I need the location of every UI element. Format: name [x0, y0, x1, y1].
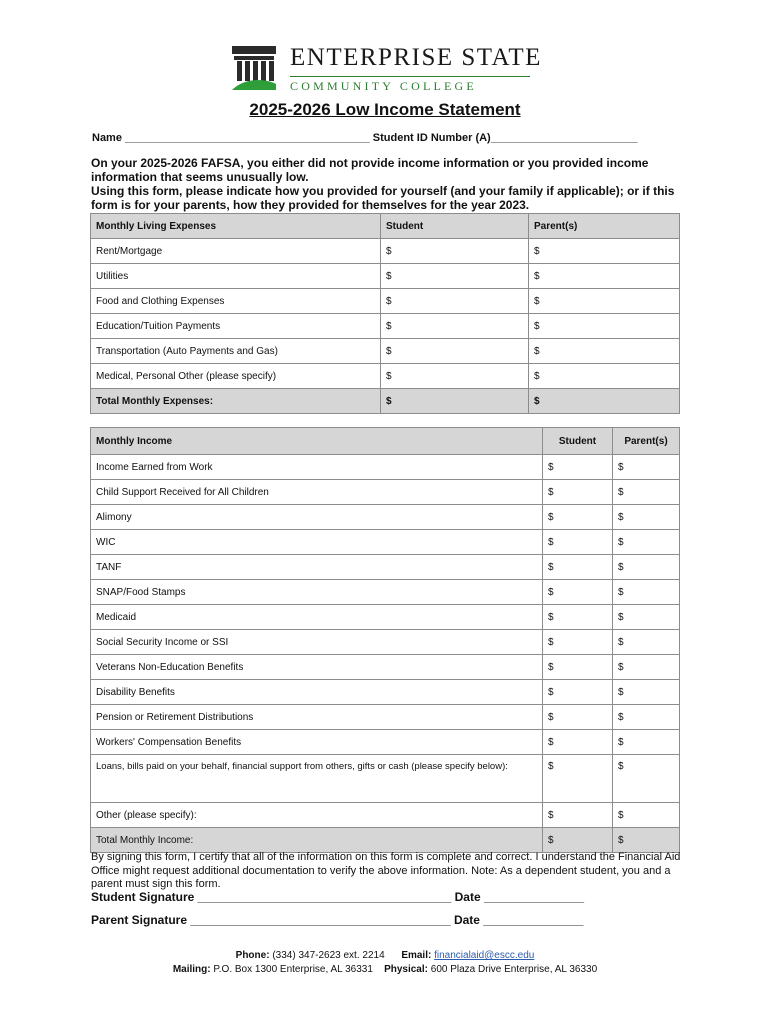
mailing-address: P.O. Box 1300 Enterprise, AL 36331 [213, 964, 373, 975]
parent-amount-field[interactable]: $ [613, 630, 680, 655]
instructions [91, 156, 691, 212]
row-label: Medical, Personal Other (please specify) [91, 364, 381, 389]
parent-total-field[interactable]: $ [529, 389, 680, 414]
logo-name: ENTERPRISE STATE [290, 44, 542, 71]
parent-amount-field[interactable]: $ [529, 339, 680, 364]
student-amount-field[interactable]: $ [543, 605, 613, 630]
parent-amount-field[interactable]: $ [613, 755, 680, 803]
parent-amount-field[interactable]: $ [529, 264, 680, 289]
parent-amount-field[interactable]: $ [613, 580, 680, 605]
student-amount-field[interactable]: $ [543, 455, 613, 480]
row-label: TANF [91, 555, 543, 580]
parent-amount-field[interactable]: $ [613, 730, 680, 755]
table-row [91, 239, 680, 264]
contact-line-1 [0, 950, 770, 961]
parent-amount-field[interactable]: $ [613, 505, 680, 530]
table-row [91, 580, 680, 605]
student-amount-field[interactable]: $ [543, 505, 613, 530]
student-amount-field[interactable]: $ [381, 264, 529, 289]
column-header: Parent(s) [613, 428, 680, 455]
parent-amount-field[interactable]: $ [613, 455, 680, 480]
table-row [91, 455, 680, 480]
row-label: Workers' Compensation Benefits [91, 730, 543, 755]
student-signature-line[interactable]: Student Signature ______________________________________ Date _______________ [91, 890, 585, 904]
table-row [91, 655, 680, 680]
college-building-icon [230, 44, 278, 90]
mailing-label: Mailing: [172, 964, 211, 975]
row-label: Food and Clothing Expenses [91, 289, 381, 314]
row-label: Income Earned from Work [91, 455, 543, 480]
phone-number: (334) 347-2623 ext. 2214 [272, 950, 385, 961]
table-row [91, 803, 680, 828]
expenses-table [90, 213, 680, 414]
total-label: Total Monthly Income: [91, 828, 543, 853]
row-label: Alimony [91, 505, 543, 530]
logo-divider [290, 76, 530, 77]
column-header: Student [381, 214, 529, 239]
student-amount-field[interactable]: $ [543, 655, 613, 680]
parent-amount-field[interactable]: $ [529, 239, 680, 264]
student-amount-field[interactable]: $ [543, 580, 613, 605]
parent-amount-field[interactable]: $ [529, 314, 680, 339]
instruction-line-1: On your 2025-2026 FAFSA, you either did not provide income information or you provided income information that seems unusually low. [91, 156, 649, 184]
student-amount-field[interactable]: $ [381, 314, 529, 339]
row-label: Rent/Mortgage [91, 239, 381, 264]
physical-label: Physical: [384, 964, 428, 975]
row-label: WIC [91, 530, 543, 555]
email-label: Email: [401, 950, 432, 961]
income-table [90, 427, 680, 853]
row-label: Disability Benefits [91, 680, 543, 705]
table-row [91, 530, 680, 555]
table-header-row [91, 428, 680, 455]
parent-amount-field[interactable]: $ [529, 364, 680, 389]
total-label: Total Monthly Expenses: [91, 389, 381, 414]
table-row [91, 605, 680, 630]
row-label: SNAP/Food Stamps [91, 580, 543, 605]
student-amount-field[interactable]: $ [543, 705, 613, 730]
table-row [91, 555, 680, 580]
student-amount-field[interactable]: $ [543, 803, 613, 828]
total-row [91, 389, 680, 414]
table-row [91, 630, 680, 655]
table-row [91, 264, 680, 289]
row-label: Pension or Retirement Distributions [91, 705, 543, 730]
row-label: Social Security Income or SSI [91, 630, 543, 655]
contact-line-2 [0, 964, 770, 975]
student-amount-field[interactable]: $ [543, 480, 613, 505]
certification-statement: By signing this form, I certify that all of the information on this form is complete and correct. I understand the Financial Aid Office might request additional documentation to verify the above information. Note: As a dependent student, you and a parent must sign this form. [91, 851, 681, 890]
table-row [91, 505, 680, 530]
email-link[interactable]: financialaid@escc.edu [434, 950, 535, 961]
student-amount-field[interactable]: $ [543, 755, 613, 803]
student-total-field[interactable]: $ [381, 389, 529, 414]
college-logo [230, 44, 540, 92]
student-amount-field[interactable]: $ [543, 555, 613, 580]
parent-amount-field[interactable]: $ [613, 480, 680, 505]
row-label: Child Support Received for All Children [91, 480, 543, 505]
parent-total-field[interactable]: $ [613, 828, 680, 853]
table-row [91, 705, 680, 730]
table-row [91, 755, 680, 803]
student-amount-field[interactable]: $ [543, 730, 613, 755]
row-label: Utilities [91, 264, 381, 289]
parent-amount-field[interactable]: $ [613, 605, 680, 630]
table-row [91, 314, 680, 339]
instruction-line-2: Using this form, please indicate how you provided for yourself (and your family if applicable); or if this form is for your parents, how they provided for themselves for the year 2023. [91, 184, 675, 212]
parent-amount-field[interactable]: $ [613, 680, 680, 705]
parent-amount-field[interactable]: $ [613, 803, 680, 828]
table-row [91, 680, 680, 705]
table-row [91, 339, 680, 364]
parent-amount-field[interactable]: $ [613, 655, 680, 680]
student-amount-field[interactable]: $ [381, 364, 529, 389]
student-amount-field[interactable]: $ [543, 630, 613, 655]
row-label: Other (please specify): [91, 803, 543, 828]
physical-address: 600 Plaza Drive Enterprise, AL 36330 [430, 964, 598, 975]
student-amount-field[interactable]: $ [381, 289, 529, 314]
logo-subtitle: COMMUNITY COLLEGE [290, 79, 477, 93]
parent-signature-line[interactable]: Parent Signature _______________________________________ Date _______________ [91, 913, 584, 927]
phone-label: Phone: [235, 950, 270, 961]
student-amount-field[interactable]: $ [543, 680, 613, 705]
row-label: Medicaid [91, 605, 543, 630]
student-amount-field[interactable]: $ [543, 530, 613, 555]
table-row [91, 289, 680, 314]
column-header: Student [543, 428, 613, 455]
total-row [91, 828, 680, 853]
row-label: Veterans Non-Education Benefits [91, 655, 543, 680]
table-row [91, 480, 680, 505]
name-and-id-fields[interactable]: Name ________________________________________ Student ID Number (A)________________________ [92, 132, 638, 144]
table-row [91, 364, 680, 389]
row-label: Loans, bills paid on your behalf, financial support from others, gifts or cash (please specify below): [91, 755, 543, 803]
student-total-field[interactable]: $ [543, 828, 613, 853]
parent-amount-field[interactable]: $ [613, 555, 680, 580]
row-label: Transportation (Auto Payments and Gas) [91, 339, 381, 364]
column-header: Monthly Income [91, 428, 543, 455]
student-amount-field[interactable]: $ [381, 339, 529, 364]
student-amount-field[interactable]: $ [381, 239, 529, 264]
table-header-row [91, 214, 680, 239]
column-header: Monthly Living Expenses [91, 214, 381, 239]
row-label: Education/Tuition Payments [91, 314, 381, 339]
parent-amount-field[interactable]: $ [613, 705, 680, 730]
column-header: Parent(s) [529, 214, 680, 239]
parent-amount-field[interactable]: $ [529, 289, 680, 314]
form-title: 2025-2026 Low Income Statement [249, 100, 521, 119]
table-row [91, 730, 680, 755]
parent-amount-field[interactable]: $ [613, 530, 680, 555]
